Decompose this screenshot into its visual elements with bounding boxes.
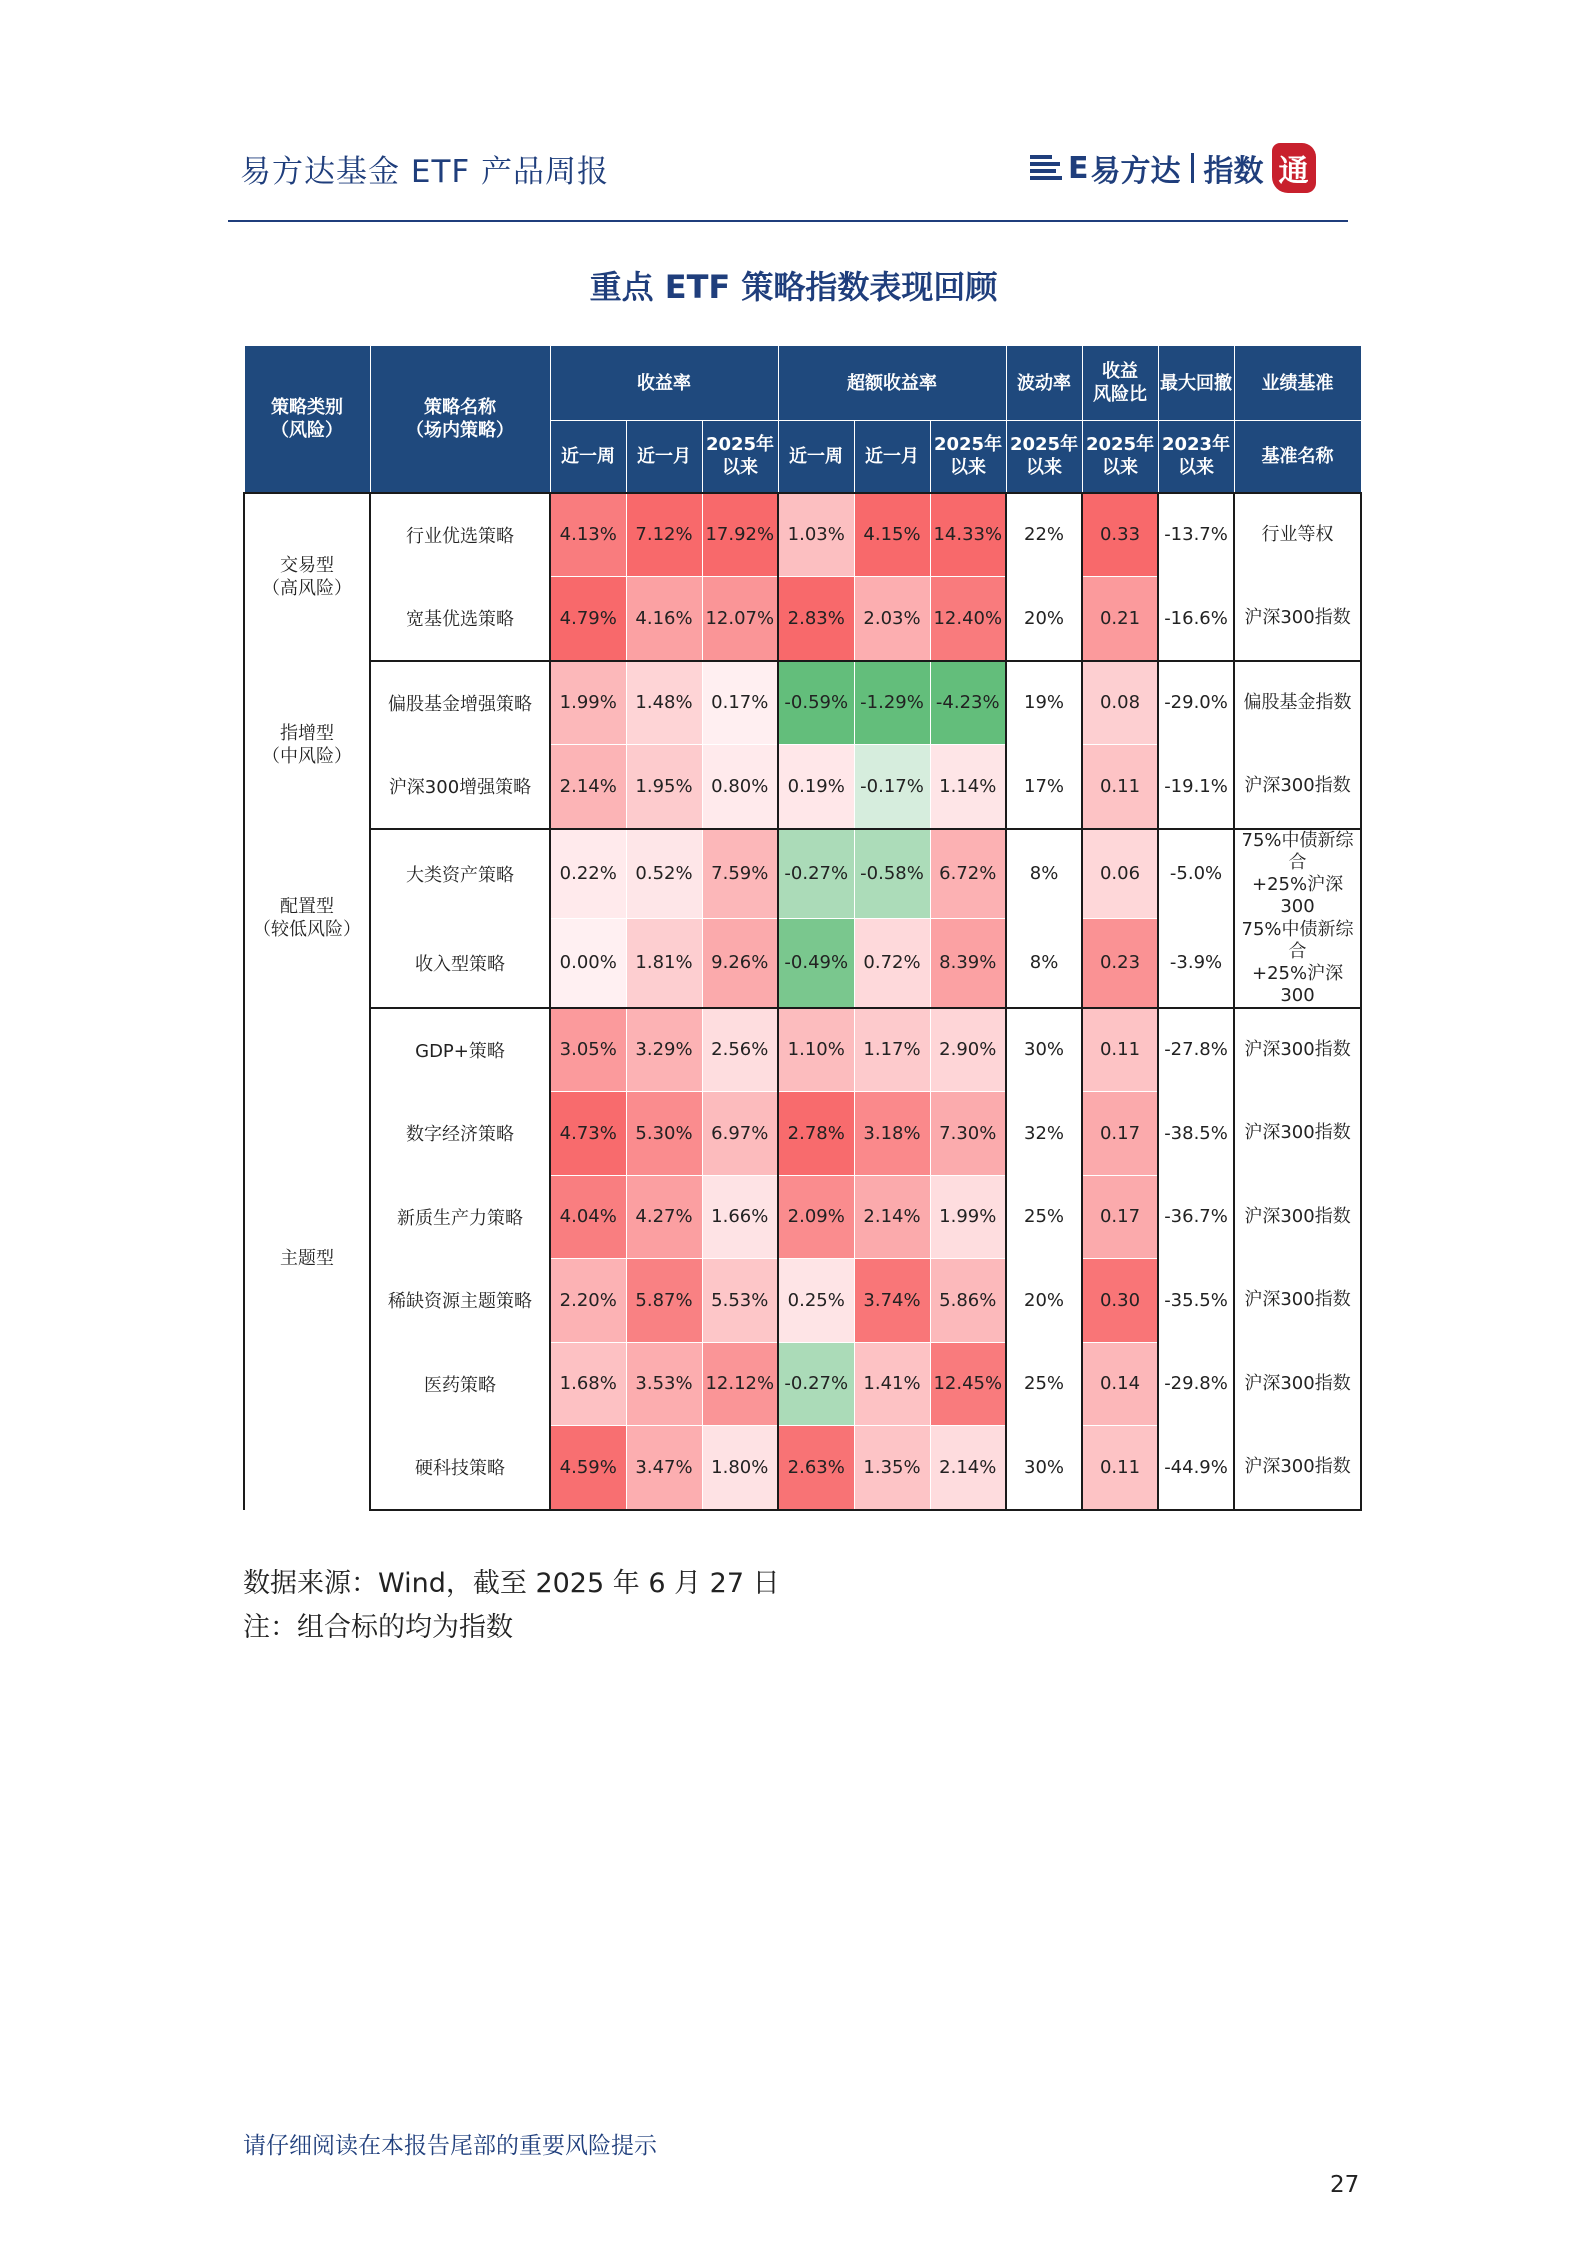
benchmark-name: 沪深300指数 bbox=[1234, 1426, 1361, 1510]
volatility: 19% bbox=[1006, 661, 1082, 745]
return-risk-ratio: 0.21 bbox=[1082, 577, 1158, 661]
volatility: 30% bbox=[1006, 1426, 1082, 1510]
volatility: 17% bbox=[1006, 745, 1082, 829]
max-drawdown: -44.9% bbox=[1158, 1426, 1234, 1510]
strategy-name: 行业优选策略 bbox=[370, 493, 550, 577]
return-risk-ratio: 0.17 bbox=[1082, 1092, 1158, 1176]
col-benchmark: 业绩基准 bbox=[1234, 346, 1361, 421]
table-row bbox=[244, 745, 1361, 829]
strategy-name: 收入型策略 bbox=[370, 918, 550, 1008]
strategy-name: 医药策略 bbox=[370, 1342, 550, 1426]
max-drawdown: -36.7% bbox=[1158, 1175, 1234, 1259]
benchmark-name: 沪深300指数 bbox=[1234, 1092, 1361, 1176]
sub-rr-ytd: 2025年 以来 bbox=[1082, 421, 1158, 493]
excess-ytd: 7.30% bbox=[930, 1092, 1006, 1176]
return-month: 3.53% bbox=[626, 1342, 702, 1426]
excess-month: -0.17% bbox=[854, 745, 930, 829]
return-risk-ratio: 0.11 bbox=[1082, 1426, 1158, 1510]
return-month: 3.29% bbox=[626, 1008, 702, 1092]
table-row bbox=[244, 1342, 1361, 1426]
return-week: 4.73% bbox=[550, 1092, 626, 1176]
volatility: 20% bbox=[1006, 577, 1082, 661]
excess-ytd: 6.72% bbox=[930, 829, 1006, 919]
strategy-category: 配置型 （较低风险） bbox=[244, 829, 370, 1008]
return-risk-ratio: 0.11 bbox=[1082, 1008, 1158, 1092]
table-note: 注：组合标的均为指数 bbox=[243, 1612, 513, 1643]
return-ytd: 9.26% bbox=[702, 918, 778, 1008]
excess-month: 3.74% bbox=[854, 1259, 930, 1343]
return-week: 3.05% bbox=[550, 1008, 626, 1092]
max-drawdown: -19.1% bbox=[1158, 745, 1234, 829]
volatility: 25% bbox=[1006, 1175, 1082, 1259]
strategy-name: 数字经济策略 bbox=[370, 1092, 550, 1176]
excess-week: -0.27% bbox=[778, 829, 854, 919]
strategy-name: 宽基优选策略 bbox=[370, 577, 550, 661]
strategy-name: 大类资产策略 bbox=[370, 829, 550, 919]
return-month: 5.30% bbox=[626, 1092, 702, 1176]
return-risk-ratio: 0.11 bbox=[1082, 745, 1158, 829]
excess-month: 1.35% bbox=[854, 1426, 930, 1510]
logo-seal-icon: 通 bbox=[1272, 143, 1316, 193]
return-ytd: 5.53% bbox=[702, 1259, 778, 1343]
table-row bbox=[244, 1259, 1361, 1343]
excess-ytd: 12.45% bbox=[930, 1342, 1006, 1426]
excess-month: 3.18% bbox=[854, 1092, 930, 1176]
return-risk-ratio: 0.17 bbox=[1082, 1175, 1158, 1259]
excess-week: 2.63% bbox=[778, 1426, 854, 1510]
volatility: 8% bbox=[1006, 829, 1082, 919]
table-row bbox=[244, 577, 1361, 661]
strategy-name: 新质生产力策略 bbox=[370, 1175, 550, 1259]
report-header-title: 易方达基金 ETF 产品周报 bbox=[240, 154, 610, 190]
excess-week: 2.83% bbox=[778, 577, 854, 661]
sub-excess-week: 近一周 bbox=[778, 421, 854, 493]
return-ytd: 17.92% bbox=[702, 493, 778, 577]
page-number: 27 bbox=[1330, 2172, 1360, 2198]
col-volatility: 波动率 bbox=[1006, 346, 1082, 421]
benchmark-name: 沪深300指数 bbox=[1234, 1342, 1361, 1426]
excess-ytd: 1.14% bbox=[930, 745, 1006, 829]
return-week: 0.22% bbox=[550, 829, 626, 919]
return-ytd: 1.66% bbox=[702, 1175, 778, 1259]
excess-month: 0.72% bbox=[854, 918, 930, 1008]
table-row bbox=[244, 829, 1361, 919]
col-category: 策略类别 （风险） bbox=[244, 346, 370, 493]
sub-excess-month: 近一月 bbox=[854, 421, 930, 493]
sub-return-week: 近一周 bbox=[550, 421, 626, 493]
return-ytd: 7.59% bbox=[702, 829, 778, 919]
excess-week: 0.19% bbox=[778, 745, 854, 829]
return-month: 3.47% bbox=[626, 1426, 702, 1510]
return-month: 7.12% bbox=[626, 493, 702, 577]
return-week: 4.13% bbox=[550, 493, 626, 577]
strategy-category: 主题型 bbox=[244, 1008, 370, 1510]
excess-month: -0.58% bbox=[854, 829, 930, 919]
excess-month: 2.03% bbox=[854, 577, 930, 661]
sub-excess-ytd: 2025年 以来 bbox=[930, 421, 1006, 493]
excess-ytd: -4.23% bbox=[930, 661, 1006, 745]
return-week: 1.99% bbox=[550, 661, 626, 745]
return-ytd: 12.12% bbox=[702, 1342, 778, 1426]
col-max-drawdown: 最大回撤 bbox=[1158, 346, 1234, 421]
return-ytd: 2.56% bbox=[702, 1008, 778, 1092]
header-divider bbox=[228, 220, 1348, 222]
return-ytd: 0.17% bbox=[702, 661, 778, 745]
return-week: 4.59% bbox=[550, 1426, 626, 1510]
return-month: 1.48% bbox=[626, 661, 702, 745]
data-source: 数据来源：Wind，截至 2025 年 6 月 27 日 bbox=[243, 1568, 780, 1599]
return-month: 1.81% bbox=[626, 918, 702, 1008]
volatility: 30% bbox=[1006, 1008, 1082, 1092]
return-risk-ratio: 0.06 bbox=[1082, 829, 1158, 919]
volatility: 32% bbox=[1006, 1092, 1082, 1176]
return-risk-ratio: 0.08 bbox=[1082, 661, 1158, 745]
benchmark-name: 75%中债新综合 +25%沪深300 bbox=[1234, 829, 1361, 919]
volatility: 8% bbox=[1006, 918, 1082, 1008]
logo-divider bbox=[1191, 153, 1194, 183]
excess-ytd: 1.99% bbox=[930, 1175, 1006, 1259]
volatility: 20% bbox=[1006, 1259, 1082, 1343]
strategy-name: 偏股基金增强策略 bbox=[370, 661, 550, 745]
strategy-name: 硬科技策略 bbox=[370, 1426, 550, 1510]
table-row bbox=[244, 1426, 1361, 1510]
return-risk-ratio: 0.30 bbox=[1082, 1259, 1158, 1343]
max-drawdown: -27.8% bbox=[1158, 1008, 1234, 1092]
excess-ytd: 5.86% bbox=[930, 1259, 1006, 1343]
max-drawdown: -29.0% bbox=[1158, 661, 1234, 745]
benchmark-name: 沪深300指数 bbox=[1234, 577, 1361, 661]
return-month: 4.16% bbox=[626, 577, 702, 661]
excess-week: -0.49% bbox=[778, 918, 854, 1008]
return-week: 1.68% bbox=[550, 1342, 626, 1426]
strategy-name: GDP+策略 bbox=[370, 1008, 550, 1092]
sub-benchmark-name: 基准名称 bbox=[1234, 421, 1361, 493]
excess-week: -0.27% bbox=[778, 1342, 854, 1426]
benchmark-name: 偏股基金指数 bbox=[1234, 661, 1361, 745]
sub-return-month: 近一月 bbox=[626, 421, 702, 493]
max-drawdown: -38.5% bbox=[1158, 1092, 1234, 1176]
sub-vol-ytd: 2025年 以来 bbox=[1006, 421, 1082, 493]
excess-week: -0.59% bbox=[778, 661, 854, 745]
volatility: 25% bbox=[1006, 1342, 1082, 1426]
max-drawdown: -29.8% bbox=[1158, 1342, 1234, 1426]
excess-week: 2.09% bbox=[778, 1175, 854, 1259]
max-drawdown: -5.0% bbox=[1158, 829, 1234, 919]
benchmark-name: 行业等权 bbox=[1234, 493, 1361, 577]
excess-month: 4.15% bbox=[854, 493, 930, 577]
excess-week: 0.25% bbox=[778, 1259, 854, 1343]
excess-ytd: 12.40% bbox=[930, 577, 1006, 661]
sub-return-ytd: 2025年 以来 bbox=[702, 421, 778, 493]
excess-month: -1.29% bbox=[854, 661, 930, 745]
return-month: 0.52% bbox=[626, 829, 702, 919]
strategy-category: 交易型 （高风险） bbox=[244, 493, 370, 661]
excess-week: 2.78% bbox=[778, 1092, 854, 1176]
return-ytd: 6.97% bbox=[702, 1092, 778, 1176]
return-week: 0.00% bbox=[550, 918, 626, 1008]
logo-stripes-icon bbox=[1030, 153, 1064, 183]
max-drawdown: -35.5% bbox=[1158, 1259, 1234, 1343]
return-week: 2.14% bbox=[550, 745, 626, 829]
strategy-category: 指增型 （中风险） bbox=[244, 661, 370, 829]
col-return-risk-ratio: 收益 风险比 bbox=[1082, 346, 1158, 421]
max-drawdown: -3.9% bbox=[1158, 918, 1234, 1008]
risk-disclaimer: 请仔细阅读在本报告尾部的重要风险提示 bbox=[243, 2133, 657, 2159]
col-strategy-name: 策略名称 （场内策略） bbox=[370, 346, 550, 493]
volatility: 22% bbox=[1006, 493, 1082, 577]
efunds-index-logo bbox=[1030, 138, 1316, 198]
excess-ytd: 2.14% bbox=[930, 1426, 1006, 1510]
table-row bbox=[244, 1092, 1361, 1176]
logo-e-mark: E bbox=[1068, 150, 1089, 186]
table-title: 重点 ETF 策略指数表现回顾 bbox=[589, 268, 998, 306]
return-risk-ratio: 0.33 bbox=[1082, 493, 1158, 577]
max-drawdown: -13.7% bbox=[1158, 493, 1234, 577]
benchmark-name: 沪深300指数 bbox=[1234, 1008, 1361, 1092]
return-ytd: 1.80% bbox=[702, 1426, 778, 1510]
benchmark-name: 沪深300指数 bbox=[1234, 745, 1361, 829]
excess-week: 1.03% bbox=[778, 493, 854, 577]
return-month: 4.27% bbox=[626, 1175, 702, 1259]
return-week: 4.04% bbox=[550, 1175, 626, 1259]
excess-ytd: 14.33% bbox=[930, 493, 1006, 577]
table-row bbox=[244, 1175, 1361, 1259]
return-ytd: 12.07% bbox=[702, 577, 778, 661]
benchmark-name: 75%中债新综合 +25%沪深300 bbox=[1234, 918, 1361, 1008]
table-row bbox=[244, 1008, 1361, 1092]
excess-month: 2.14% bbox=[854, 1175, 930, 1259]
data-source-notes bbox=[243, 1562, 780, 1650]
excess-week: 1.10% bbox=[778, 1008, 854, 1092]
max-drawdown: -16.6% bbox=[1158, 577, 1234, 661]
benchmark-name: 沪深300指数 bbox=[1234, 1259, 1361, 1343]
strategy-name: 沪深300增强策略 bbox=[370, 745, 550, 829]
excess-ytd: 2.90% bbox=[930, 1008, 1006, 1092]
excess-month: 1.17% bbox=[854, 1008, 930, 1092]
benchmark-name: 沪深300指数 bbox=[1234, 1175, 1361, 1259]
table-row bbox=[244, 493, 1361, 577]
return-risk-ratio: 0.23 bbox=[1082, 918, 1158, 1008]
excess-ytd: 8.39% bbox=[930, 918, 1006, 1008]
strategy-name: 稀缺资源主题策略 bbox=[370, 1259, 550, 1343]
table-row bbox=[244, 918, 1361, 1008]
sub-mdd-since-2023: 2023年 以来 bbox=[1158, 421, 1234, 493]
return-ytd: 0.80% bbox=[702, 745, 778, 829]
col-return: 收益率 bbox=[550, 346, 778, 421]
logo-brand: 易方达 bbox=[1090, 154, 1181, 189]
return-month: 1.95% bbox=[626, 745, 702, 829]
excess-month: 1.41% bbox=[854, 1342, 930, 1426]
logo-sub: 指数 bbox=[1203, 154, 1264, 189]
strategy-performance-table bbox=[243, 345, 1362, 1511]
return-week: 4.79% bbox=[550, 577, 626, 661]
return-risk-ratio: 0.14 bbox=[1082, 1342, 1158, 1426]
table-row bbox=[244, 661, 1361, 745]
col-excess-return: 超额收益率 bbox=[778, 346, 1006, 421]
return-week: 2.20% bbox=[550, 1259, 626, 1343]
return-month: 5.87% bbox=[626, 1259, 702, 1343]
